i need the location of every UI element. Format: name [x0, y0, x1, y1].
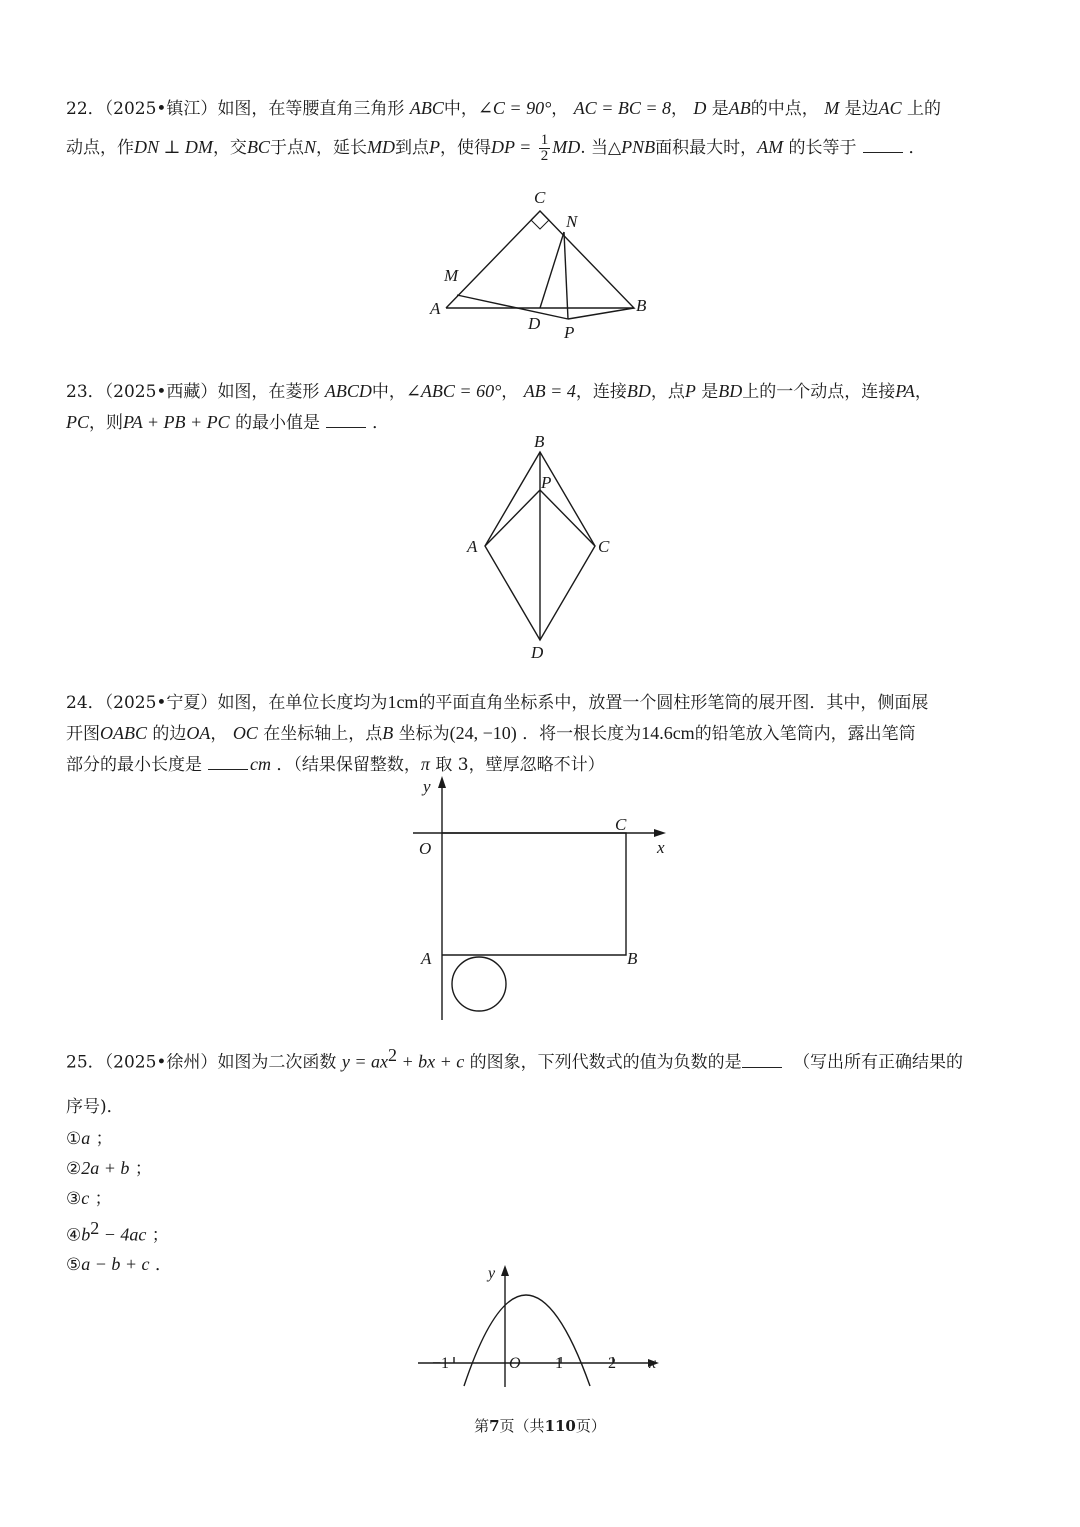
q25-label-neg1: −1 — [432, 1355, 450, 1372]
q22-label-d: D — [528, 314, 541, 333]
q25-label-1: 1 — [555, 1355, 563, 1372]
q22-dp: DP = — [490, 137, 532, 157]
q22-md: MD — [366, 137, 395, 157]
q24-text: 取 3，壁厚忽略不计） — [435, 755, 605, 775]
q24-text: ．将一根长度为 — [522, 724, 642, 744]
q23-label-a: A — [467, 537, 478, 556]
q24-base-circle — [452, 957, 506, 1011]
q24-text: ．（结果保留整数， — [276, 755, 421, 775]
q25-answer-blank[interactable] — [742, 1053, 782, 1068]
q23-bd2: BD — [718, 381, 743, 401]
q23-line-1 — [66, 376, 1016, 407]
q22-segment-pb — [568, 308, 634, 319]
q22-frac-den: 2 — [540, 148, 549, 164]
q25-label-x: x — [649, 1355, 657, 1372]
q25-func-rest: + bx + c — [396, 1051, 465, 1072]
q24-text: 如图，在单位长度均为 — [217, 693, 388, 713]
q25-label-o: O — [509, 1355, 521, 1372]
q25-line-1 — [66, 1040, 1016, 1078]
q22-frac-num: 1 — [540, 132, 549, 148]
q23-abcd: ABCD — [324, 381, 372, 401]
q23-source: （2025•西藏） — [104, 382, 218, 402]
q23-angle: ∠ABC = 60° — [405, 381, 502, 401]
question-25 — [66, 1040, 1016, 1280]
q22-text: 中， — [443, 99, 478, 119]
q22-label-p: P — [564, 323, 575, 342]
q23-pa: PA — [895, 381, 915, 401]
q22-fraction — [539, 133, 551, 164]
q24-text: 开图 — [66, 724, 100, 744]
q25-source: （2025•徐州） — [104, 1052, 218, 1073]
q22-triangle — [446, 211, 634, 308]
q24-line-2 — [66, 718, 1016, 749]
q25-option-end: ． — [154, 1255, 172, 1276]
q25-text: 的图象，下列代数式的值为负数的是 — [469, 1052, 742, 1073]
footer-text: 页） — [575, 1417, 606, 1435]
q22-m: M — [824, 98, 840, 118]
q25-text: （写出所有正确结果的 — [793, 1052, 964, 1073]
q22-source: （2025•镇江） — [104, 99, 218, 119]
q24-oa: OA — [186, 723, 211, 743]
q25-option-sup: 2 — [90, 1217, 100, 1238]
q22-perp: DN ⊥ DM — [134, 137, 213, 157]
q24-source: （2025•宁夏） — [104, 693, 218, 713]
q25-option-mark: ④ — [66, 1225, 82, 1246]
q25-option-2 — [66, 1154, 1016, 1184]
q22-text: 上的 — [907, 99, 942, 119]
q23-text: ，则 — [89, 413, 124, 433]
question-24 — [66, 687, 1016, 780]
q22-line-1 — [66, 93, 1016, 124]
q22-am: AM — [757, 137, 784, 157]
q24-x-arrow-icon — [654, 829, 666, 837]
page-total: 110 — [544, 1417, 576, 1435]
q25-text: 序号)． — [66, 1096, 124, 1117]
q22-ac: AC — [878, 98, 902, 118]
q25-option-mark: ③ — [66, 1188, 82, 1209]
q25-option-1 — [66, 1124, 1016, 1154]
q24-answer-blank[interactable] — [208, 755, 248, 770]
q25-option-expr: 2a + b — [81, 1157, 130, 1178]
q24-number: 24． — [66, 693, 105, 713]
q24-unit: 1cm — [387, 692, 419, 712]
q23-pc: PC — [66, 412, 90, 432]
q24-label-y: y — [423, 777, 431, 796]
footer-text: 页（共 — [499, 1417, 545, 1435]
q23-answer-blank[interactable] — [326, 413, 366, 428]
q23-text: ，点 — [650, 382, 685, 402]
q24-text: 在坐标轴上，点 — [263, 724, 383, 744]
q25-option-3 — [66, 1184, 1016, 1214]
q25-option-mark: ② — [66, 1158, 82, 1179]
q23-text: ． — [372, 413, 390, 433]
q24-text: 部分的最小长度是 — [66, 755, 202, 775]
q22-p: P — [428, 137, 440, 157]
q22-text: 是边 — [844, 99, 879, 119]
q22-text: ，交 — [212, 138, 247, 158]
q22-pnb: PNB — [621, 137, 656, 157]
q25-option-expr: c — [81, 1187, 90, 1208]
q22-text: 于点 — [269, 138, 304, 158]
q25-number: 25． — [66, 1052, 105, 1073]
q22-right-angle-mark — [531, 211, 549, 229]
q25-label-2: 2 — [608, 1355, 616, 1372]
q23-text: 上的一个动点，连接 — [742, 382, 896, 402]
q25-func: y = ax — [341, 1051, 388, 1072]
q22-d: D — [693, 98, 707, 118]
q22-figure — [420, 183, 660, 343]
q24-rectangle-oabc — [442, 833, 626, 955]
q23-number: 23． — [66, 382, 105, 402]
q24-label-x: x — [657, 838, 665, 857]
q22-label-m: M — [444, 266, 459, 285]
q22-label-b: B — [636, 296, 647, 315]
q25-option-expr: − 4ac — [99, 1224, 147, 1245]
q25-option-4 — [66, 1214, 1016, 1251]
q24-text: 的铅笔放入笔筒内，露出笔筒 — [694, 724, 916, 744]
q25-option-mark: ① — [66, 1128, 82, 1149]
q25-option-end: ； — [95, 1128, 113, 1149]
q25-option-expr: b — [81, 1224, 91, 1245]
q22-text: 是 — [711, 99, 729, 119]
page-footer — [0, 1415, 1080, 1436]
q22-ab: AB — [728, 98, 751, 118]
q22-md2: MD — [552, 137, 581, 157]
q25-text: 如图为二次函数 — [217, 1052, 337, 1073]
page-number: 7 — [489, 1417, 500, 1435]
q22-segment-np — [564, 232, 568, 319]
q22-text: 的长等于 — [788, 138, 857, 158]
q22-n: N — [303, 137, 316, 157]
q23-figure — [460, 428, 620, 666]
q25-option-end: ； — [134, 1158, 152, 1179]
q23-label-c: C — [598, 537, 610, 556]
q24-label-a: A — [421, 949, 432, 968]
q24-oc: OC — [232, 723, 258, 743]
q24-b: B — [382, 723, 394, 743]
q25-options — [66, 1124, 1016, 1281]
q22-line-2 — [66, 132, 1016, 164]
q22-number: 22． — [66, 99, 105, 119]
q22-angle: ∠C = 90° — [477, 98, 552, 118]
question-22 — [66, 93, 1016, 164]
q24-text: 的边 — [152, 724, 187, 744]
q23-bd: BD — [626, 381, 651, 401]
q25-option-end: ； — [151, 1225, 169, 1246]
q22-text: ， — [670, 99, 688, 119]
q24-pi: π — [420, 754, 430, 774]
q22-text: ，使得 — [439, 138, 491, 158]
q25-label-y: y — [488, 1265, 496, 1282]
q22-abc: ABC — [409, 98, 444, 118]
q24-figure — [405, 772, 680, 1024]
q22-sides: AC = BC = 8 — [573, 98, 671, 118]
q24-text: ， — [210, 724, 228, 744]
q24-line-1 — [66, 687, 1016, 718]
q22-label-a: A — [430, 299, 441, 318]
q22-text: 的中点， — [750, 99, 819, 119]
q22-text: 面积最大时， — [655, 138, 758, 158]
footer-text: 第 — [474, 1417, 490, 1435]
q22-segment-dn — [540, 232, 564, 308]
q23-ab: AB = 4 — [523, 381, 576, 401]
q22-text: 如图，在等腰直角三角形 — [217, 99, 405, 119]
q22-text: 动点，作 — [66, 138, 134, 158]
q25-line-2 — [66, 1092, 1016, 1122]
q23-text: 如图，在菱形 — [217, 382, 320, 402]
q25-figure — [410, 1262, 670, 1392]
q22-answer-blank[interactable] — [863, 138, 903, 153]
q24-length: 14.6cm — [641, 723, 695, 743]
q25-option-expr: a − b + c — [81, 1254, 150, 1275]
q23-label-d: D — [531, 643, 544, 662]
q24-oabc: OABC — [100, 723, 147, 743]
q22-text: ． — [908, 138, 926, 158]
q25-func-sup: 2 — [387, 1045, 397, 1065]
q24-cm: cm — [250, 754, 271, 774]
q22-text: . 当△ — [580, 138, 622, 158]
q22-text: ，延长 — [315, 138, 367, 158]
q22-bc: BC — [246, 137, 270, 157]
q25-option-expr: a — [81, 1127, 91, 1148]
q22-label-c: C — [534, 188, 546, 207]
q23-text: ， — [914, 382, 932, 402]
q23-text: ， — [501, 382, 519, 402]
q23-label-p: P — [541, 473, 552, 492]
q25-option-mark: ⑤ — [66, 1255, 82, 1276]
q23-sum: PA + PB + PC — [123, 412, 230, 432]
q23-text: 是 — [701, 382, 719, 402]
q25-y-arrow-icon — [501, 1265, 509, 1276]
q24-label-c: C — [615, 815, 627, 834]
q22-text: ， — [551, 99, 569, 119]
q24-text: 坐标为 — [398, 724, 450, 744]
q22-segment-mp — [457, 295, 568, 319]
q25-parabola — [464, 1295, 590, 1386]
q24-label-o: O — [419, 839, 432, 858]
q23-text: 的最小值是 — [235, 413, 321, 433]
q25-option-end: ； — [94, 1188, 112, 1209]
q23-label-b: B — [534, 432, 545, 451]
q23-p: P — [684, 381, 696, 401]
q23-text: ，连接 — [575, 382, 627, 402]
q24-label-b: B — [627, 949, 638, 968]
q24-coord: (24, −10) — [449, 723, 517, 743]
q22-label-n: N — [566, 212, 578, 231]
q23-text: 中， — [371, 382, 406, 402]
q24-y-arrow-icon — [438, 776, 446, 788]
q22-text: 到点 — [394, 138, 429, 158]
q24-text: 的平面直角坐标系中，放置一个圆柱形笔筒的展开图．其中，侧面展 — [418, 693, 929, 713]
